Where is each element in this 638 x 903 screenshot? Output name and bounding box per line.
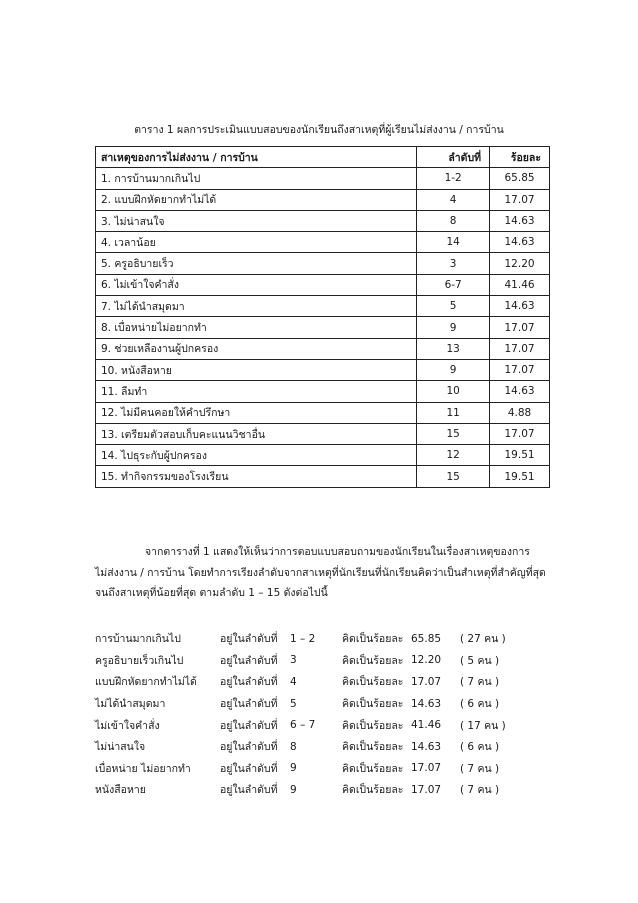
row-percent: 19.51: [490, 466, 550, 487]
summary-line: [95, 671, 553, 693]
table-row: [96, 168, 550, 189]
row-reason: 9. ช่วยเหลืองานผู้ปกครอง: [96, 338, 417, 359]
table-row: [96, 296, 550, 317]
summary-rank-label: อยู่ในลำดับที่: [220, 633, 278, 646]
summary-rank: 1 – 2: [290, 632, 316, 645]
summary-percent: 65.85: [411, 632, 442, 645]
table-body: [96, 168, 550, 487]
row-reason: 2. แบบฝึกหัดยากทำไม่ได้: [96, 189, 417, 210]
summary-reason: หนังสือหาย: [95, 784, 146, 797]
summary-percent: 17.07: [411, 675, 442, 688]
row-percent: 41.46: [490, 274, 550, 295]
row-percent: 4.88: [490, 402, 550, 423]
paragraph-line-2: ไม่ส่งงาน / การบ้าน โดยทำการเรียงลำดับจากสาเหตุที่นักเรียนที่นักเรียนคิดว่าเป็นสำเหตุที่สำคัญที่สุด: [95, 566, 546, 579]
summary-reason: แบบฝึกหัดยากทำไม่ได้: [95, 676, 197, 689]
summary-rank: 8: [290, 740, 297, 753]
row-rank: 13: [417, 338, 490, 359]
summary-line: [95, 650, 553, 672]
summary-rank-label: อยู่ในลำดับที่: [220, 654, 278, 667]
summary-percent: 12.20: [411, 654, 442, 667]
row-percent: 14.63: [490, 296, 550, 317]
table-row: [96, 189, 550, 210]
table-row: [96, 466, 550, 487]
summary-rank-label: อยู่ในลำดับที่: [220, 676, 278, 689]
row-percent: 19.51: [490, 445, 550, 466]
row-reason: 14. ไปธุระกับผู้ปกครอง: [96, 445, 417, 466]
row-percent: 17.07: [490, 423, 550, 444]
summary-percent: 17.07: [411, 762, 442, 775]
table-row: [96, 317, 550, 338]
summary-count: ( 5 คน ): [460, 654, 500, 667]
summary-rank: 6 – 7: [290, 719, 316, 732]
table-row: [96, 232, 550, 253]
row-reason: 1. การบ้านมากเกินไป: [96, 168, 417, 189]
summary-line: [95, 736, 553, 758]
summary-body: [95, 628, 553, 801]
table-row: [96, 338, 550, 359]
summary-percent-label: คิดเป็นร้อยละ: [342, 633, 404, 646]
summary-rank-label: อยู่ในลำดับที่: [220, 762, 278, 775]
summary-percent: 14.63: [411, 740, 442, 753]
row-rank: 4: [417, 189, 490, 210]
row-reason: 12. ไม่มีคนคอยให้คำปรึกษา: [96, 402, 417, 423]
summary-count: ( 27 คน ): [460, 633, 506, 646]
table-row: [96, 402, 550, 423]
row-rank: 15: [417, 466, 490, 487]
row-percent: 17.07: [490, 317, 550, 338]
row-percent: 12.20: [490, 253, 550, 274]
row-reason: 4. เวลาน้อย: [96, 232, 417, 253]
table-caption: ตาราง 1 ผลการประเมินแบบสอบของนักเรียนถึงสาเหตุที่ผู้เรียนไม่ส่งงาน / การบ้าน: [134, 124, 504, 136]
summary-reason: ไม่เข้าใจคำสั่ง: [95, 719, 160, 732]
summary-rank-label: อยู่ในลำดับที่: [220, 784, 278, 797]
summary-line: [95, 758, 553, 780]
row-rank: 3: [417, 253, 490, 274]
row-rank: 12: [417, 445, 490, 466]
header-percent: ร้อยละ: [490, 147, 550, 168]
row-rank: 15: [417, 423, 490, 444]
table-header-row: [96, 147, 550, 168]
table-row: [96, 381, 550, 402]
summary-line: [95, 628, 553, 650]
summary-line: [95, 779, 553, 801]
row-reason: 8. เบื่อหน่ายไม่อยากทำ: [96, 317, 417, 338]
row-percent: 14.63: [490, 232, 550, 253]
summary-percent: 17.07: [411, 783, 442, 796]
row-rank: 10: [417, 381, 490, 402]
row-reason: 6. ไม่เข้าใจคำสั่ง: [96, 274, 417, 295]
summary-reason: ไม่น่าสนใจ: [95, 741, 146, 754]
summary-percent-label: คิดเป็นร้อยละ: [342, 762, 404, 775]
summary-count: ( 6 คน ): [460, 741, 500, 754]
results-table: [95, 146, 550, 488]
summary-rank-label: อยู่ในลำดับที่: [220, 698, 278, 711]
summary-reason: การบ้านมากเกินไป: [95, 633, 181, 646]
summary-rank: 4: [290, 675, 297, 688]
row-rank: 5: [417, 296, 490, 317]
row-reason: 7. ไม่ได้นำสมุดมา: [96, 296, 417, 317]
row-reason: 15. ทำกิจกรรมของโรงเรียน: [96, 466, 417, 487]
row-rank: 1-2: [417, 168, 490, 189]
summary-percent-label: คิดเป็นร้อยละ: [342, 654, 404, 667]
row-rank: 8: [417, 210, 490, 231]
summary-percent-label: คิดเป็นร้อยละ: [342, 741, 404, 754]
summary-line: [95, 693, 553, 715]
summary-percent: 41.46: [411, 719, 442, 732]
table-row: [96, 423, 550, 444]
row-reason: 10. หนังสือหาย: [96, 359, 417, 380]
row-reason: 5. ครูอธิบายเร็ว: [96, 253, 417, 274]
row-percent: 17.07: [490, 189, 550, 210]
summary-rank: 5: [290, 697, 297, 710]
summary-count: ( 7 คน ): [460, 784, 500, 797]
summary-percent-label: คิดเป็นร้อยละ: [342, 719, 404, 732]
summary-count: ( 6 คน ): [460, 698, 500, 711]
table-row: [96, 359, 550, 380]
summary-count: ( 17 คน ): [460, 719, 506, 732]
row-percent: 14.63: [490, 210, 550, 231]
summary-rank-label: อยู่ในลำดับที่: [220, 719, 278, 732]
summary-percent-label: คิดเป็นร้อยละ: [342, 784, 404, 797]
row-rank: 6-7: [417, 274, 490, 295]
table-row: [96, 445, 550, 466]
summary-reason: ไม่ได้นำสมุดมา: [95, 698, 166, 711]
row-reason: 11. ลืมทำ: [96, 381, 417, 402]
paragraph-line-1: จากตารางที่ 1 แสดงให้เห็นว่าการตอบแบบสอบถามของนักเรียนในเรื่องสาเหตุของการ: [145, 546, 530, 558]
summary-count: ( 7 คน ): [460, 762, 500, 775]
row-percent: 14.63: [490, 381, 550, 402]
row-rank: 9: [417, 359, 490, 380]
header-rank: ลำดับที่: [417, 147, 490, 168]
table-row: [96, 274, 550, 295]
summary-percent-label: คิดเป็นร้อยละ: [342, 676, 404, 689]
row-percent: 17.07: [490, 359, 550, 380]
summary-reason: เบื่อหน่าย ไม่อยากทำ: [95, 762, 191, 775]
row-reason: 3. ไม่น่าสนใจ: [96, 210, 417, 231]
row-reason: 13. เตรียมตัวสอบเก็บคะแนนวิชาอื่น: [96, 423, 417, 444]
summary-percent-label: คิดเป็นร้อยละ: [342, 698, 404, 711]
summary-reason: ครูอธิบายเร็วเกินไป: [95, 654, 184, 667]
table-row: [96, 253, 550, 274]
ranking-summary: [95, 628, 553, 801]
summary-rank: 9: [290, 762, 297, 775]
row-percent: 17.07: [490, 338, 550, 359]
row-rank: 9: [417, 317, 490, 338]
summary-line: [95, 714, 553, 736]
header-reason: สาเหตุของการไม่ส่งงาน / การบ้าน: [96, 147, 417, 168]
row-rank: 11: [417, 402, 490, 423]
summary-rank: 3: [290, 654, 297, 667]
table-row: [96, 210, 550, 231]
row-percent: 65.85: [490, 168, 550, 189]
row-rank: 14: [417, 232, 490, 253]
summary-count: ( 7 คน ): [460, 676, 500, 689]
summary-rank-label: อยู่ในลำดับที่: [220, 741, 278, 754]
summary-rank: 9: [290, 783, 297, 796]
analysis-paragraph: [95, 542, 553, 604]
paragraph-line-3: จนถึงสาเหตุที่น้อยที่สุด ตามลำดับ 1 – 15 ดังต่อไปนี้: [95, 587, 328, 599]
summary-percent: 14.63: [411, 697, 442, 710]
